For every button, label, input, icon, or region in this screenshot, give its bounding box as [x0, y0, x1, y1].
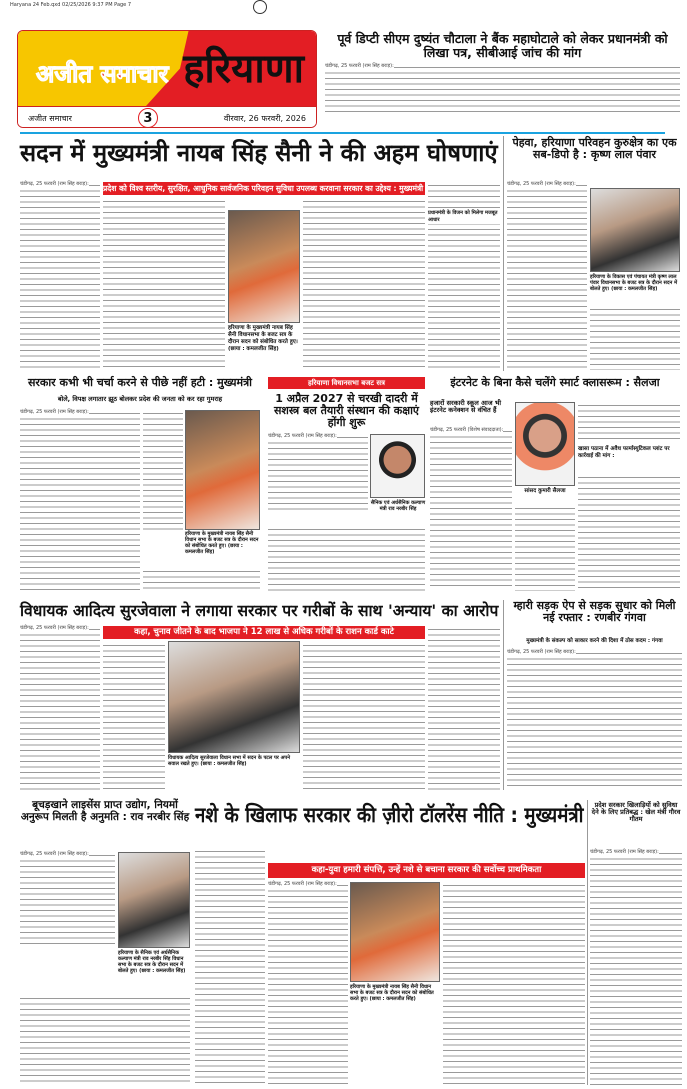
- headline: पूर्व डिप्टी सीएम दुष्यंत चौटाला ने बैंक महाघोटाले को लेकर प्रधानमंत्री को लिखा पत्र, सीबीआई जांच की मांग: [337, 31, 668, 60]
- side-heading: खासा पठाना में अवैध फार्मास्युटिकल प्लांट पर कार्रवाई की मांग :: [578, 446, 680, 460]
- pehowa-headline: पेहवा, हरियाणा परिवहन कुरुक्षेत्र का एक सब-डिपो है : कृष्ण लाल पंवार: [512, 136, 677, 162]
- dateline: चंडीगढ़, 25 फरवरी (राम सिंह बराड़):: [325, 62, 394, 69]
- surjewala-subhead: कहा, चुनाव जीतने के बाद भाजपा ने 12 लाख से अधिक गरीबों के राशन कार्ड काटे: [134, 627, 394, 637]
- top-story: [325, 32, 680, 116]
- photo-rao-narbir-singh: [118, 852, 190, 948]
- divider: [20, 132, 665, 134]
- footer-brand: अजीत समाचार: [28, 113, 72, 123]
- dateline: चंडीगढ़, 25 फरवरी (राम सिंह बराड़):: [20, 625, 89, 631]
- masthead: [17, 30, 317, 128]
- registration-mark-icon: [253, 0, 267, 14]
- brand-name: अजीत समाचार: [36, 60, 169, 88]
- dadri-label: हरियाणा विधानसभा बजट सत्र: [308, 379, 385, 387]
- photo-caption: सैनिक एवं अर्धसैनिक कल्याण मंत्री राव नरबीर सिंह: [368, 500, 428, 512]
- internet-headline: इंटरनेट के बिना कैसे चलेंगे स्मार्ट क्लासरूम : सैलजा: [450, 376, 660, 389]
- mhari-subhead-box: [507, 638, 682, 644]
- dadri-headline: 1 अप्रैल 2027 से चरखी दादरी में सशस्त्र बल तैयारी संस्थान की कक्षाएं होंगी शुरू: [273, 392, 420, 430]
- charcha-subhead-box: [20, 396, 260, 403]
- dateline: चंडीगढ़, 25 फरवरी (राम सिंह बराड़):: [590, 849, 659, 855]
- internet-headline-box: [430, 377, 680, 389]
- photo-caption: हरियाणा के मुख्यमंत्री नायब सिंह सैनी विधानसभा के बजट सत्र के दौरान सदन को संबोधित करते हुए। (छाया : कमलजीत सिंह): [228, 325, 300, 353]
- charcha-headline-box: [20, 377, 260, 389]
- print-slug: Haryana 24 Feb.qxd 02/25/2026 9:37 PM Page 7: [10, 2, 132, 8]
- charcha-headline: सरकार कभी भी चर्चा करने से पीछे नहीं हटी : मुख्यमंत्री: [27, 376, 253, 389]
- dateline: चंडीगढ़, 25 फरवरी (राम सिंह बराड़):: [507, 649, 576, 655]
- photo-aditya-surjewala: [168, 641, 300, 753]
- side-heading: प्रधानमंत्री के विजन को मिलेगा मजबूत आधार: [428, 210, 500, 224]
- dateline: चंडीगढ़, 25 फरवरी (राम सिंह बराड़):: [507, 181, 576, 187]
- dateline: चंडीगढ़, 25 फरवरी (राम सिंह बराड़):: [20, 409, 89, 415]
- dateline: चंडीगढ़, 25 फरवरी (राम सिंह बराड़):: [20, 181, 89, 187]
- photo-minister: [370, 434, 425, 498]
- lead-subhead-box: [103, 182, 425, 195]
- page-number: 3: [138, 108, 158, 128]
- photo-chief-minister: [228, 210, 300, 323]
- dadri-label-box: [268, 377, 425, 389]
- surjewala-headline-box: [20, 602, 500, 620]
- drugs-headline-box: [195, 804, 585, 827]
- photo-minister: [590, 188, 680, 272]
- photo-caption: विधायक आदित्य सुरजेवाला विधान सभा में सदन के पटल पर अपने सवाल रखते हुए। (छाया : कमलजीत सिंह): [168, 755, 300, 767]
- issue-date: वीरवार, 26 फरवरी, 2026: [223, 113, 306, 123]
- lead-headline: सदन में मुख्यमंत्री नायब सिंह सैनी ने की अहम घोषणाएं: [20, 139, 498, 167]
- photo-caption: हरियाणा के मुख्यमंत्री नायब सिंह सैनी विधान सभा के बजट सत्र के दौरान सदन को संबोधित करते हुए। (छाया : कमलजीत सिंह): [185, 531, 259, 555]
- photo-caption: हरियाणा के विकास एवं पंचायत मंत्री कृष्ण लाल पंवार विधानसभा के बजट सत्र के दौरान सदन में बोलते हुए। (छाया : कमलजीत सिंह): [590, 274, 680, 292]
- slaughter-headline: बूचड़खाने लाइसेंस प्राप्त उद्योग, नियमों अनुरूप मिलती है अनुमति : राव नरबीर सिंह: [20, 799, 190, 823]
- dateline: चंडीगढ़, 25 फरवरी (राम सिंह बराड़):: [20, 851, 89, 857]
- surjewala-subhead-box: [103, 626, 425, 639]
- dateline: चंडीगढ़, 25 फरवरी (राम सिंह बराड़):: [268, 433, 337, 439]
- lead-subhead: प्रदेश को विश्व स्तरीय, सुरक्षित, आधुनिक सार्वजनिक परिवहन सुविधा उपलब्ध करवाना सरकार का उद्देश्य : मुख्यमंत्री: [103, 184, 424, 193]
- dateline: चंडीगढ़, 25 फरवरी (विशेष संवाददाता):: [430, 427, 504, 433]
- internet-subhead: हजारों सरकारी स्कूल आज भी इंटरनेट कनेक्शन से वंचित हैं: [430, 399, 502, 415]
- sports-headline: प्रदेश सरकार खिलाड़ियों को सुविधा देने के लिए प्रतिबद्ध : खेल मंत्री गौरव गौतम: [591, 801, 681, 824]
- photo-caption: हरियाणा के मुख्यमंत्री नायब सिंह सैनी विधान सभा के बजट सत्र के दौरान सदन को संबोधित करते हुए। (छाया : कमलजीत सिंह): [350, 984, 440, 1002]
- mhari-headline: म्हारी सड़क ऐप से सड़क सुधार को मिली नई रफ्तार : रणबीर गंगवा: [513, 599, 676, 625]
- photo-kumari-selja: [515, 402, 575, 486]
- photo-chief-minister: [350, 882, 440, 982]
- mhari-subhead: मुख्यमंत्री के संकल्प को साकार करने की दिशा में ठोस कदम : गंगवा: [526, 638, 663, 644]
- drugs-subhead-box: [268, 863, 585, 878]
- photo-caption: सांसद कुमारी सैलजा: [515, 488, 575, 495]
- lead-headline-box: [20, 140, 500, 166]
- dateline: चंडीगढ़, 25 फरवरी (राम सिंह बराड़):: [268, 881, 337, 887]
- region-name: हरियाणा: [183, 46, 304, 92]
- surjewala-headline: विधायक आदित्य सुरजेवाला ने लगाया सरकार पर गरीबों के साथ 'अन्याय' का आरोप: [20, 601, 499, 620]
- drugs-headline: नशे के खिलाफ सरकार की ज़ीरो टॉलरेंस नीति : मुख्यमंत्री: [195, 803, 584, 827]
- photo-caption: हरियाणा के सैनिक एवं अर्धसैनिक कल्याण मंत्री राव नरबीर सिंह विधान सभा के बजट सत्र के दौरान सदन में बोलते हुए। (छाया : कमलजीत सिंह): [118, 950, 190, 974]
- drugs-subhead: कहा-युवा हमारी संपत्ति, उन्हें नशे से बचाना सरकार की सर्वोच्च प्राथमिकता: [311, 865, 542, 875]
- photo-chief-minister: [185, 410, 260, 530]
- charcha-subhead: बोले, विपक्ष लगातार झूठ बोलकर प्रदेश की जनता को कर रहा गुमराह: [57, 395, 223, 403]
